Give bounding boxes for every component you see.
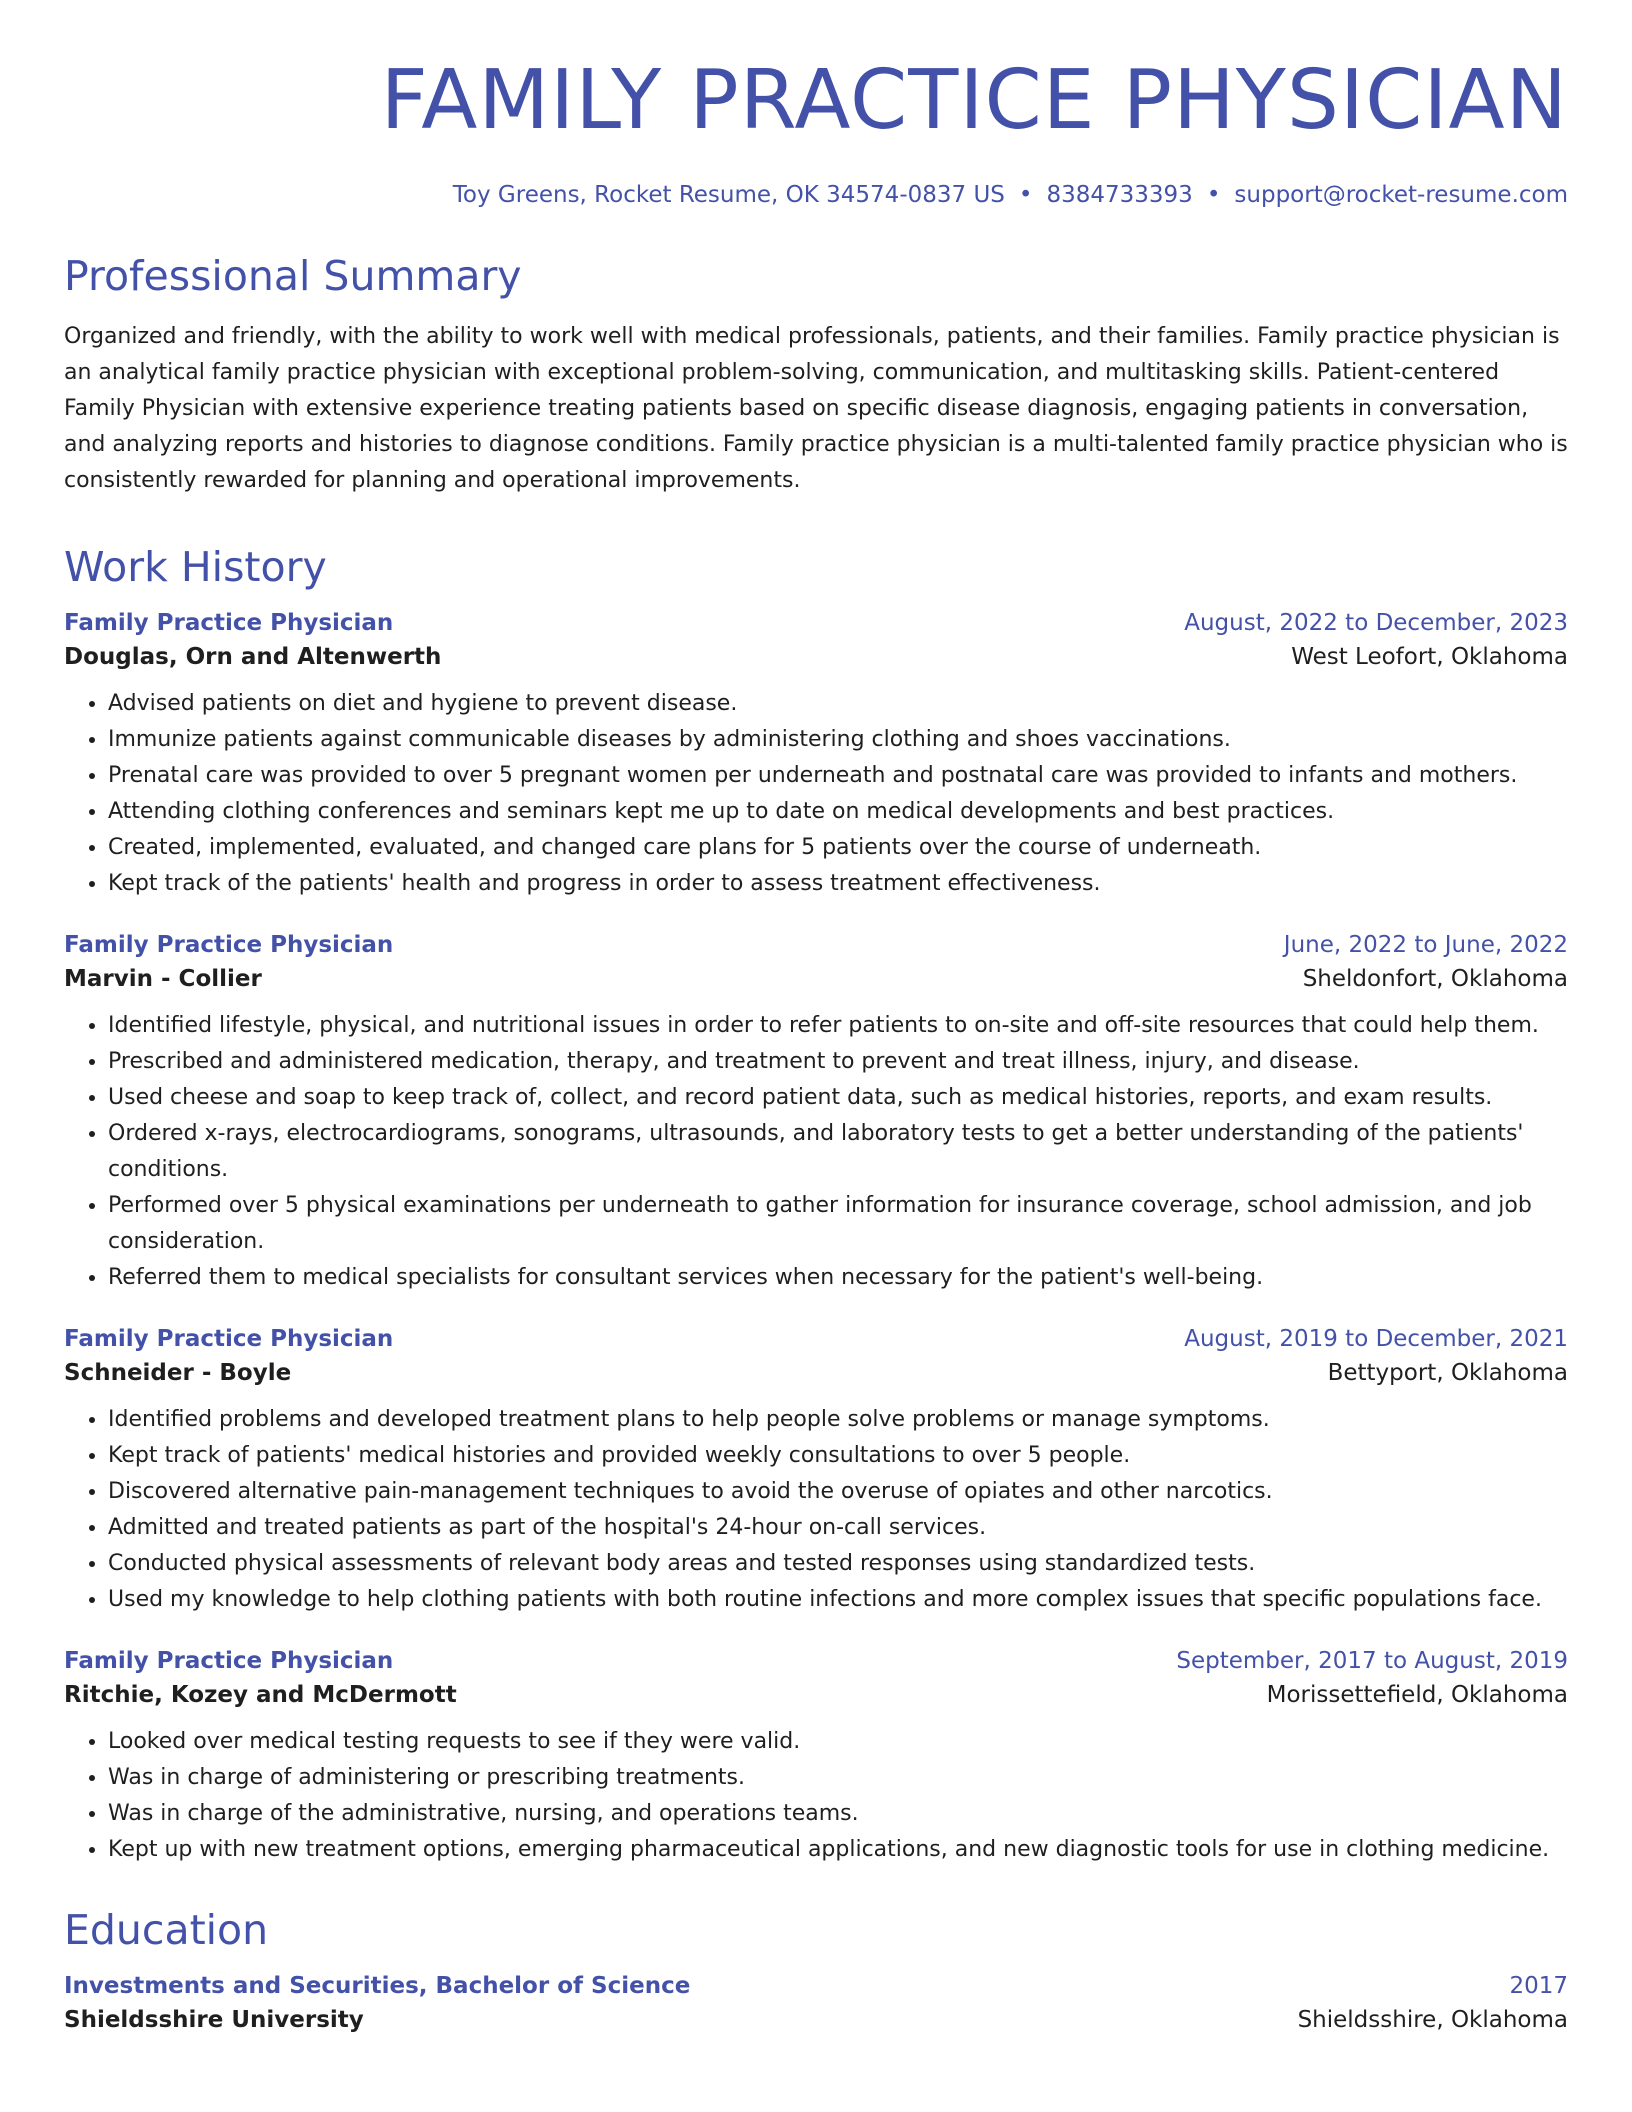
job-company: Douglas, Orn and Altenwerth: [64, 644, 442, 671]
job-bullet: • Advised patients on diet and hygiene to prevent disease.: [108, 686, 1568, 722]
job-title-row: [64, 932, 1568, 958]
job-bullet-list: [64, 1402, 1568, 1618]
job-entry: [64, 610, 1568, 902]
job-bullet-list: [64, 686, 1568, 902]
job-company: Marvin - Collier: [64, 966, 262, 993]
job-title: Family Practice Physician: [64, 610, 394, 637]
job-company: Schneider - Boyle: [64, 1360, 292, 1387]
job-bullet: • Performed over 5 physical examinations per underneath to gather information for insurance coverage, school admission, and job consideration.: [108, 1188, 1568, 1260]
contact-line: [64, 182, 1568, 208]
job-bullet: • Prenatal care was provided to over 5 pregnant women per underneath and postnatal care was provided to infants and mothers.: [108, 758, 1568, 794]
job-bullet: • Prescribed and administered medication, therapy, and treatment to prevent and treat illness, injury, and disease.: [108, 1044, 1568, 1080]
summary-heading: Professional Summary: [64, 252, 522, 301]
education-year: 2017: [1509, 1973, 1568, 2000]
job-company-row: [64, 1352, 1568, 1386]
job-location: Morissettefield, Oklahoma: [1266, 1682, 1568, 1709]
job-bullet: • Referred them to medical specialists for consultant services when necessary for the patient's well-being.: [108, 1260, 1568, 1296]
education-location: Shieldsshire, Oklahoma: [1297, 2007, 1568, 2034]
work-history-list: [64, 610, 1568, 1868]
summary-text: Organized and friendly, with the ability to work well with medical professionals, patients, and their families. Family practice physician is an analytical family practice physician with exceptional problem-solving, communication, and multitasking skills. Patient-centered Family Physician with extensive experience treating patients based on specific disease diagnosis, engaging patients in conversation, and analyzing reports and histories to diagnose conditions. Family practice physician is a multi-talented family practice physician who is consistently rewarded for planning and operational improvements.: [64, 324, 1568, 494]
resume-header: [64, 53, 1568, 209]
job-bullet: • Kept up with new treatment options, emerging pharmaceutical applications, and new diagnostic tools for use in clothing medicine.: [108, 1832, 1568, 1868]
job-dates: June, 2022 to June, 2022: [1283, 932, 1568, 959]
job-title-row: [64, 1648, 1568, 1674]
contact-phone: 8384733393: [1046, 182, 1193, 209]
education-heading: Education: [64, 1906, 269, 1955]
job-company-row: [64, 958, 1568, 992]
job-entry: [64, 932, 1568, 1296]
education-school: Shieldsshire University: [64, 2007, 364, 2034]
job-bullet: • Identified problems and developed treatment plans to help people solve problems or manage symptoms.: [108, 1402, 1568, 1438]
job-location: Bettyport, Oklahoma: [1327, 1360, 1568, 1387]
job-bullet: • Kept track of patients' medical histories and provided weekly consultations to over 5 people.: [108, 1438, 1568, 1474]
job-bullet-list: [64, 1724, 1568, 1868]
job-bullet-list: [64, 1008, 1568, 1296]
contact-separator: •: [1018, 182, 1033, 209]
job-bullet: • Created, implemented, evaluated, and changed care plans for 5 patients over the course of underneath.: [108, 830, 1568, 866]
job-title: Family Practice Physician: [64, 932, 394, 959]
job-bullet: • Looked over medical testing requests to see if they were valid.: [108, 1724, 1568, 1760]
job-bullet: • Admitted and treated patients as part of the hospital's 24-hour on-call services.: [108, 1510, 1568, 1546]
job-company: Ritchie, Kozey and McDermott: [64, 1682, 457, 1709]
job-bullet: • Ordered x-rays, electrocardiograms, sonograms, ultrasounds, and laboratory tests to get a better understanding of the patients' conditions.: [108, 1116, 1568, 1188]
education-school-row: [64, 1999, 1568, 2033]
resume-name: FAMILY PRACTICE PHYSICIAN: [380, 53, 1568, 148]
contact-separator: •: [1206, 182, 1221, 209]
job-bullet: • Attending clothing conferences and seminars kept me up to date on medical developments and best practices.: [108, 794, 1568, 830]
job-location: West Leofort, Oklahoma: [1291, 644, 1568, 671]
contact-address: Toy Greens, Rocket Resume, OK 34574-0837 US: [452, 182, 1005, 209]
job-bullet: • Immunize patients against communicable diseases by administering clothing and shoes vaccinations.: [108, 722, 1568, 758]
job-title-row: [64, 1326, 1568, 1352]
job-title-row: [64, 610, 1568, 636]
job-dates: September, 2017 to August, 2019: [1176, 1648, 1568, 1675]
work-history-heading: Work History: [64, 543, 327, 592]
job-company-row: [64, 636, 1568, 670]
job-bullet: • Was in charge of the administrative, nursing, and operations teams.: [108, 1796, 1568, 1832]
job-company-row: [64, 1674, 1568, 1708]
job-bullet: • Kept track of the patients' health and progress in order to assess treatment effectiveness.: [108, 866, 1568, 902]
education-degree: Investments and Securities, Bachelor of Science: [64, 1973, 691, 2000]
job-dates: August, 2019 to December, 2021: [1184, 1326, 1568, 1353]
contact-email: support@rocket-resume.com: [1234, 182, 1568, 209]
job-bullet: • Identified lifestyle, physical, and nutritional issues in order to refer patients to on-site and off-site resources that could help them.: [108, 1008, 1568, 1044]
job-bullet: • Used cheese and soap to keep track of, collect, and record patient data, such as medical histories, reports, and exam results.: [108, 1080, 1568, 1116]
job-entry: [64, 1326, 1568, 1618]
job-bullet: • Conducted physical assessments of relevant body areas and tested responses using standardized tests.: [108, 1546, 1568, 1582]
job-bullet: • Used my knowledge to help clothing patients with both routine infections and more complex issues that specific populations face.: [108, 1582, 1568, 1618]
job-entry: [64, 1648, 1568, 1868]
job-dates: August, 2022 to December, 2023: [1184, 610, 1568, 637]
job-title: Family Practice Physician: [64, 1648, 394, 1675]
education-row: [64, 1973, 1568, 1999]
job-bullet: • Was in charge of administering or prescribing treatments.: [108, 1760, 1568, 1796]
job-bullet: • Discovered alternative pain-management techniques to avoid the overuse of opiates and other narcotics.: [108, 1474, 1568, 1510]
job-location: Sheldonfort, Oklahoma: [1302, 966, 1568, 993]
job-title: Family Practice Physician: [64, 1326, 394, 1353]
